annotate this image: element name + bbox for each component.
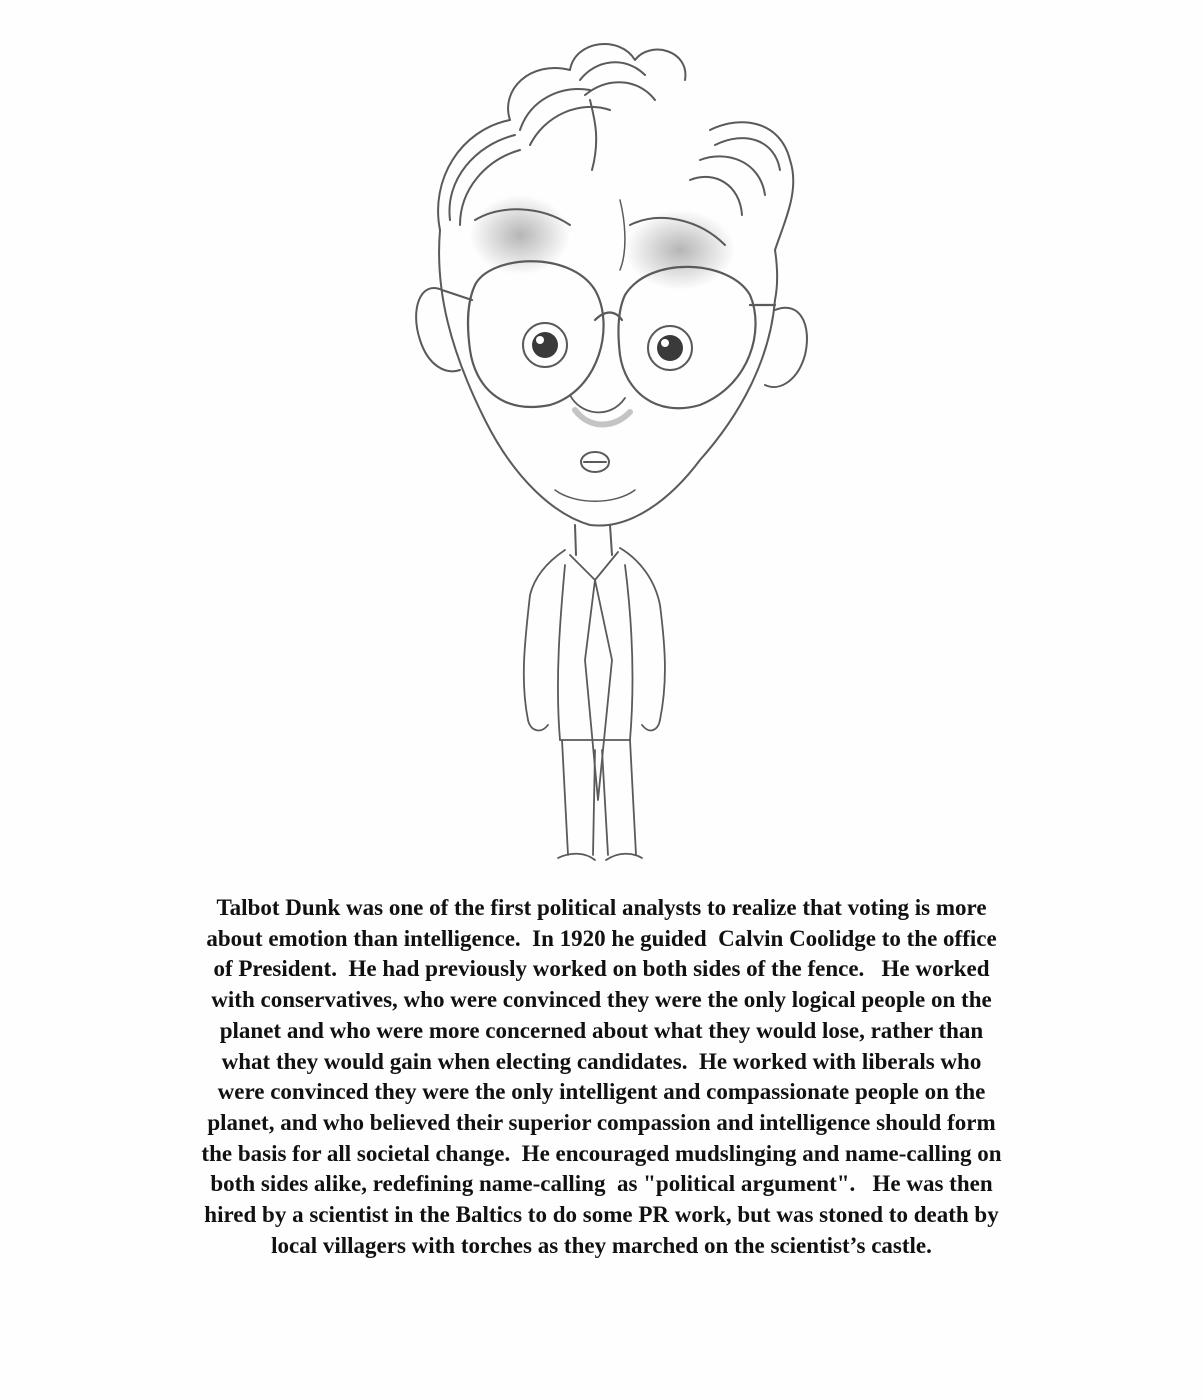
caption-line: planet, and who believed their superior compassion and intelligence should form [207, 1109, 996, 1135]
caption-line: about emotion than intelligence. In 1920 he guided Calvin Coolidge to the office [206, 925, 997, 951]
caption-line: of President. He had previously worked on both sides of the fence. He worked [213, 956, 990, 982]
glasses [442, 261, 775, 408]
mouth [581, 452, 609, 472]
caricature-sketch [380, 20, 840, 880]
right-ear [765, 308, 807, 387]
caption-line: with conservatives, who were convinced they were the only logical people on the [211, 987, 992, 1013]
left-ear [416, 288, 460, 371]
caption-line: Talbot Dunk was one of the first political analysts to realize that voting is more [216, 895, 987, 920]
legs [558, 740, 642, 860]
caption-paragraph [40, 893, 1163, 1261]
caption-line: planet and who were more concerned about what they would lose, rather than [219, 1017, 984, 1043]
caption-line: both sides alike, redefining name-calling as "political argument". He was then [210, 1171, 993, 1197]
eyes [523, 323, 692, 370]
caption-line: were convinced they were the only intelligent and compassionate people on the [217, 1079, 986, 1105]
caption-line: the basis for all societal change. He encouraged mudslinging and name-calling on [201, 1140, 1002, 1166]
caption-line: what they would gain when electing candidates. He worked with liberals who [221, 1048, 982, 1074]
caption-line: local villagers with torches as they marched on the scientist’s castle. [271, 1232, 932, 1258]
caption-line: hired by a scientist in the Baltics to do some PR work, but was stoned to death by [204, 1202, 999, 1228]
